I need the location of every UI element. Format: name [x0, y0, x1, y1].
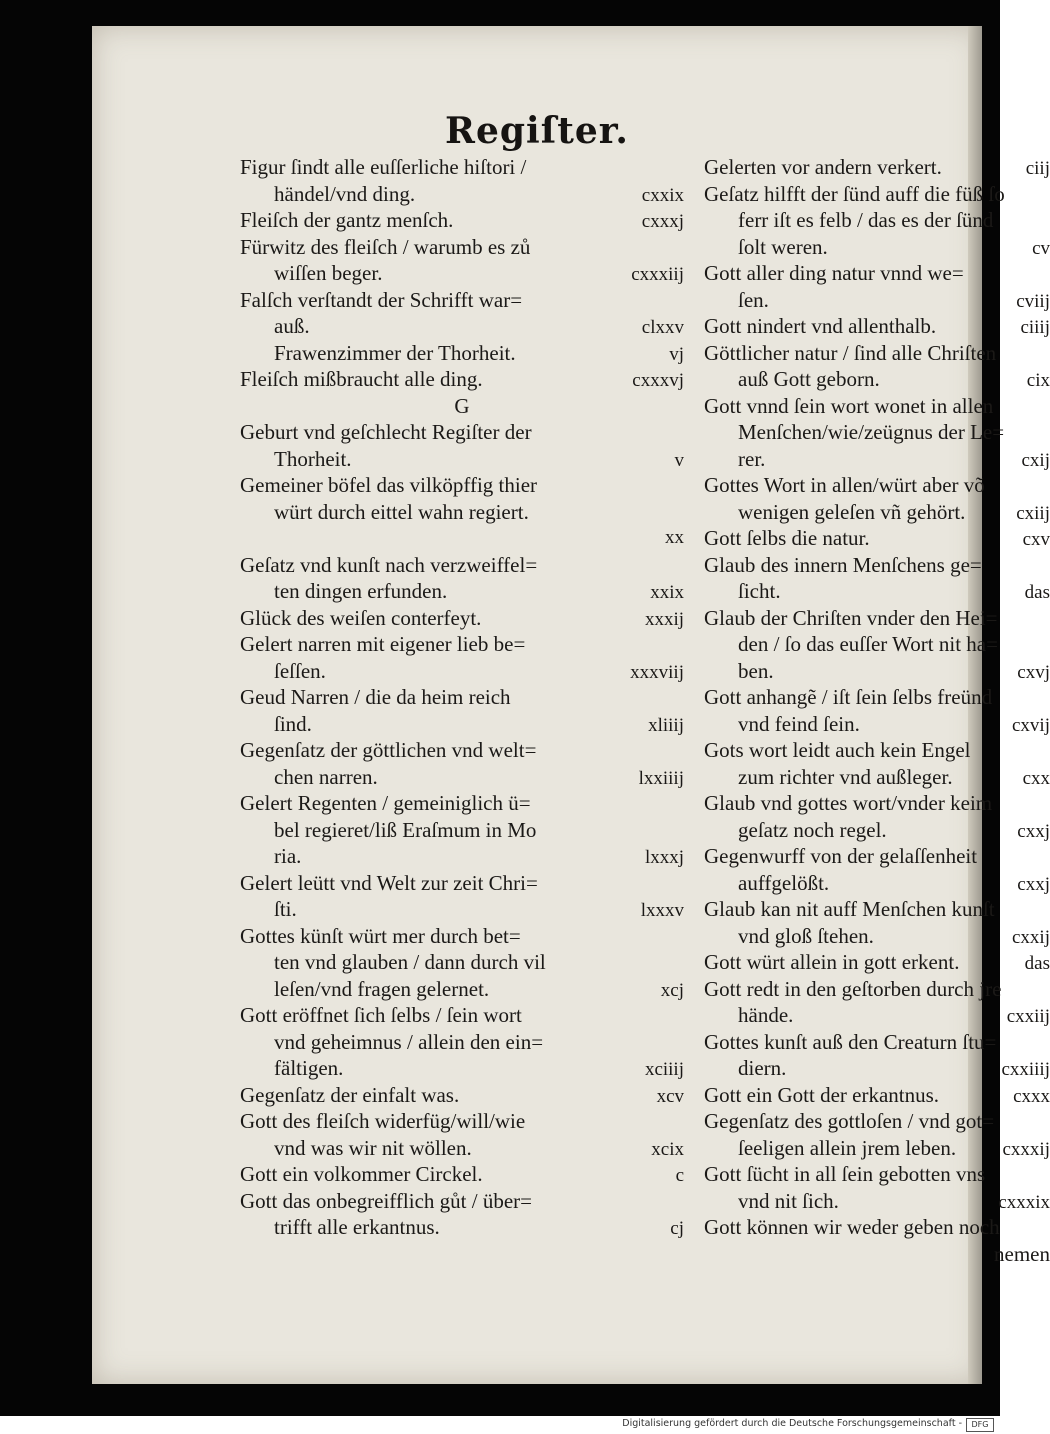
entry-text: Gottes künſt würt mer durch bet= — [240, 923, 521, 948]
entry-text: Gelert Regenten / gemeiniglich ü= — [240, 791, 531, 815]
entry-text: ſen. — [738, 287, 769, 312]
register-entry — [240, 234, 684, 261]
register-entry — [240, 658, 684, 685]
entry-text: auffgelößt. — [738, 870, 830, 895]
entry-text: Gelerten vor andern verkert. — [704, 155, 942, 179]
register-entry — [704, 499, 1050, 526]
entry-text: Gott redt in den geſtorben durch jre — [704, 976, 1002, 1001]
register-entry — [240, 1188, 684, 1215]
register-entry — [240, 1135, 684, 1162]
entry-text: Thorheit. — [274, 446, 352, 471]
register-entry — [704, 287, 1050, 314]
entry-page-number: cix — [1026, 370, 1050, 391]
register-entry — [240, 499, 684, 526]
entry-text: hände. — [738, 1003, 794, 1027]
register-entry — [704, 366, 1050, 393]
register-entry — [704, 949, 1050, 976]
entry-text: trifft alle erkantnus. — [274, 1215, 440, 1239]
entry-text: Gott ſücht in all ſein gebotten vns — [704, 1162, 986, 1186]
register-entry — [704, 578, 1050, 605]
register-entry — [240, 764, 684, 791]
entry-text: diern. — [738, 1056, 787, 1080]
entry-text: Glaub vnd gottes wort/vnder keim — [704, 791, 993, 815]
register-entry — [240, 1082, 684, 1109]
footer-bar — [0, 1416, 1000, 1434]
register-entry — [704, 1108, 1050, 1135]
entry-page-number: cxij — [1021, 449, 1050, 471]
entry-text: Gott würt allein in gott erkent. — [704, 950, 960, 974]
entry-text: ſeeligen allein jrem leben. — [738, 1135, 957, 1160]
entry-page-number: cxiij — [1016, 502, 1050, 524]
entry-page-number: cxxj — [1017, 820, 1050, 842]
entry-page-number: cxxxj — [641, 211, 684, 232]
register-entry — [704, 419, 1050, 446]
entry-text: würt durch eittel wahn regiert. — [274, 499, 529, 524]
entry-text: zum richter vnd außleger. — [738, 764, 953, 789]
entry-text: Figur ſindt alle euſſerliche hiſtori / — [240, 155, 527, 179]
register-entry — [704, 340, 1050, 367]
register-column-right — [704, 154, 1050, 1267]
register-column-left — [240, 154, 684, 1241]
register-entry — [240, 1161, 684, 1188]
entry-text: Gelert narren mit eigener lieb be= — [240, 632, 526, 656]
register-entry — [240, 737, 684, 764]
register-entry — [240, 393, 684, 420]
entry-text: Geſatz hilfft der ſünd auff die füß ſo — [704, 181, 1005, 206]
register-entry — [240, 843, 684, 870]
entry-text: Gott des fleiſch widerfüg/will/wie — [240, 1109, 526, 1133]
register-entry — [240, 366, 684, 393]
register-entry — [240, 154, 684, 181]
entry-text: Falſch verſtandt der Schrifft war= — [240, 287, 523, 312]
register-entry — [240, 1214, 684, 1241]
entry-page-number: xxix — [650, 582, 684, 603]
entry-page-number: xliiij — [648, 714, 684, 736]
register-entry — [240, 313, 684, 340]
dfg-logo: DFG — [966, 1418, 994, 1432]
register-entry — [240, 181, 684, 208]
entry-text: ſind. — [274, 711, 312, 736]
entry-text: Gott aller ding natur vnnd we= — [704, 261, 964, 285]
register-entry — [704, 817, 1050, 844]
entry-text: Gegenſatz des gottloſen / vnd got= — [704, 1109, 995, 1133]
entry-text: Fleiſch mißbraucht alle ding. — [240, 367, 483, 391]
register-entry — [240, 790, 684, 817]
entry-text: Gottes Wort in allen/würt aber võ — [704, 473, 985, 497]
register-entry — [704, 207, 1050, 234]
entry-page-number: lxxxj — [644, 847, 684, 868]
register-entry — [704, 711, 1050, 738]
entry-text: Gegenwurff von der gelaſſenheit — [704, 844, 978, 868]
register-entry — [704, 260, 1050, 287]
register-entry — [704, 552, 1050, 579]
entry-page-number: cxxj — [1017, 873, 1050, 895]
entry-page-number: cxvij — [1012, 714, 1050, 736]
register-entry — [240, 870, 684, 897]
register-entry — [704, 631, 1050, 658]
entry-page-number: cv — [1032, 237, 1050, 259]
register-entry — [704, 525, 1050, 552]
entry-text: Gemeiner böfel das vilköpffig thier — [240, 473, 538, 497]
register-entry — [240, 817, 684, 844]
entry-page-number: ciiij — [1020, 317, 1050, 338]
register-entry — [704, 1161, 1050, 1188]
entry-text: Frawenzimmer der Thorheit. — [274, 340, 516, 365]
entry-text: ten vnd glauben / dann durch vil — [274, 950, 546, 974]
register-entry — [704, 605, 1050, 632]
entry-text: wenigen geleſen vñ gehört. — [738, 499, 966, 524]
register-entry — [240, 472, 684, 499]
entry-page-number: xcix — [651, 1138, 684, 1160]
entry-text: ſti. — [274, 897, 297, 921]
register-entry — [240, 1002, 684, 1029]
entry-text: Gott ein volkommer Circkel. — [240, 1162, 483, 1186]
entry-text: Gott vnnd ſein wort wonet in allen — [704, 393, 994, 418]
register-entry — [704, 181, 1050, 208]
entry-text: vnd geheimnus / allein den ein= — [274, 1029, 544, 1054]
entry-text: chen narren. — [274, 764, 378, 789]
entry-text: Gott nindert vnd allenthalb. — [704, 314, 937, 338]
entry-text: ſicht. — [738, 579, 781, 603]
entry-text: auß Gott geborn. — [738, 367, 880, 391]
section-letter: G — [454, 393, 470, 418]
entry-page-number: xciiij — [644, 1059, 684, 1080]
book-page — [92, 26, 1050, 1384]
entry-text: leſen/vnd fragen gelernet. — [274, 976, 490, 1001]
register-entry — [240, 1029, 684, 1056]
entry-page-number: cxxiiij — [1001, 1059, 1050, 1080]
entry-text: Gots wort leidt auch kein Engel — [704, 738, 971, 762]
entry-text: Menſchen/wie/zeügnus der Le= — [738, 420, 1005, 444]
register-entry — [704, 923, 1050, 950]
register-entry — [240, 711, 684, 738]
entry-page-number: cxvj — [1017, 661, 1050, 683]
register-entry — [704, 472, 1050, 499]
entry-text: Gott das onbegreifflich gůt / über= — [240, 1188, 532, 1213]
register-entry — [240, 923, 684, 950]
entry-text: wiſſen beger. — [274, 261, 383, 285]
register-entry — [704, 313, 1050, 340]
register-entry — [240, 525, 684, 552]
entry-text: bel regieret/liß Eraſmum in Mo — [274, 817, 537, 842]
register-entry — [240, 419, 684, 446]
entry-page-number: cxxxiij — [631, 264, 684, 285]
entry-page-number: cxxx — [1013, 1085, 1050, 1107]
entry-page-number: cxxix — [641, 184, 684, 206]
entry-text: Gegenſatz der einfalt was. — [240, 1082, 460, 1107]
register-entry — [704, 393, 1050, 420]
register-entry — [240, 605, 684, 632]
entry-text: Gott anhangẽ / iſt ſein ſelbs freünd — [704, 685, 993, 709]
entry-text: fältigen. — [274, 1056, 344, 1080]
entry-text: vnd gloß ſtehen. — [738, 923, 874, 948]
page-title: Regiſter. — [445, 110, 629, 152]
register-entry — [704, 1002, 1050, 1029]
entry-text: ferr iſt es felb / das es der ſünd — [738, 208, 994, 232]
entry-text: ria. — [274, 844, 302, 868]
entry-text: auß. — [274, 314, 310, 338]
entry-text: vnd feind ſein. — [738, 711, 860, 736]
entry-page-number: cxxxvj — [632, 370, 684, 391]
entry-text: Gott ſelbs die natur. — [704, 526, 870, 550]
entry-page-number: cxxiij — [1006, 1006, 1050, 1027]
register-entry — [240, 1108, 684, 1135]
entry-text: händel/vnd ding. — [274, 181, 416, 206]
credit-text: Digitalisierung gefördert durch die Deutsche Forschungsgemeinschaft - — [622, 1418, 962, 1429]
entry-page-number: xxxij — [644, 608, 684, 630]
entry-text: Geud Narren / die da heim reich — [240, 685, 511, 709]
entry-text: ſeſſen. — [274, 658, 326, 683]
entry-text: geſatz noch regel. — [738, 817, 887, 842]
register-entry — [240, 340, 684, 367]
entry-page-number: das — [1024, 953, 1050, 974]
entry-text: vnd nit ſich. — [738, 1188, 839, 1213]
entry-page-number: lxxxv — [640, 900, 684, 921]
entry-page-number: clxxv — [641, 317, 684, 338]
entry-text: nemen — [994, 1241, 1050, 1266]
entry-text: Göttlicher natur / ſind alle Chriſten — [704, 340, 997, 365]
entry-page-number: ciij — [1025, 158, 1050, 179]
entry-text: Gottes kunſt auß den Creaturn ſtu= — [704, 1029, 997, 1054]
register-entry — [240, 684, 684, 711]
register-entry — [704, 658, 1050, 685]
register-entry — [240, 552, 684, 579]
register-entry — [240, 976, 684, 1003]
entry-text: Geſatz vnd kunſt nach verzweiffel= — [240, 552, 538, 577]
register-entry — [704, 976, 1050, 1003]
register-entry — [240, 578, 684, 605]
register-entry — [704, 870, 1050, 897]
register-entry — [704, 764, 1050, 791]
register-entry — [704, 446, 1050, 473]
entry-text: Gott ein Gott der erkantnus. — [704, 1082, 940, 1107]
entry-text: Gott können wir weder geben noch — [704, 1215, 1000, 1239]
entry-text: rer. — [738, 446, 766, 471]
entry-text: Fürwitz des fleiſch / warumb es zů — [240, 234, 531, 259]
entry-page-number: lxxiiij — [638, 767, 684, 789]
register-entry — [240, 896, 684, 923]
register-entry — [704, 843, 1050, 870]
entry-page-number: c — [675, 1165, 684, 1186]
register-entry — [240, 207, 684, 234]
entry-text: Glaub des innern Menſchens ge= — [704, 552, 982, 577]
register-entry — [240, 949, 684, 976]
register-entry — [704, 1188, 1050, 1215]
entry-page-number: v — [674, 449, 684, 471]
entry-page-number: xcj — [660, 979, 684, 1001]
entry-text: ben. — [738, 658, 774, 683]
entry-text: den / ſo das euſſer Wort nit ha= — [738, 632, 998, 656]
entry-text: Gott eröffnet ſich ſelbs / ſein wort — [240, 1003, 522, 1027]
entry-page-number: cj — [670, 1218, 684, 1239]
register-entry — [240, 446, 684, 473]
entry-page-number: cxxij — [1012, 926, 1050, 948]
register-entry — [240, 260, 684, 287]
register-entry — [704, 684, 1050, 711]
register-entry — [240, 1055, 684, 1082]
register-entry — [704, 1082, 1050, 1109]
register-entry — [704, 1029, 1050, 1056]
entry-text: Gelert leütt vnd Welt zur zeit Chri= — [240, 870, 538, 895]
entry-text: Gegenſatz der göttlichen vnd welt= — [240, 738, 537, 762]
register-entry — [704, 896, 1050, 923]
register-entry — [704, 1055, 1050, 1082]
entry-page-number: das — [1024, 582, 1050, 603]
entry-text: Glaub kan nit auff Menſchen kunſt — [704, 897, 995, 921]
entry-page-number: cxx — [1022, 767, 1050, 789]
entry-text: Geburt vnd geſchlecht Regiſter der — [240, 420, 532, 444]
register-entry — [704, 737, 1050, 764]
entry-text: Glaub der Chriſten vnder den Hei= — [704, 605, 998, 630]
register-entry — [240, 287, 684, 314]
register-entry — [240, 631, 684, 658]
entry-page-number: cxxxix — [998, 1191, 1050, 1213]
register-entry — [704, 154, 1050, 181]
entry-page-number: cviij — [1016, 290, 1050, 312]
entry-page-number: cxxxij — [1002, 1138, 1050, 1160]
register-entry — [704, 1214, 1050, 1241]
register-entry — [704, 234, 1050, 261]
entry-page-number: xcv — [656, 1085, 684, 1107]
entry-text: Glück des weiſen conterfeyt. — [240, 605, 482, 630]
entry-text: Fleiſch der gantz menſch. — [240, 208, 454, 232]
entry-page-number: xxxviij — [630, 661, 684, 683]
entry-text: vnd was wir nit wöllen. — [274, 1135, 472, 1160]
entry-page-number: xx — [665, 527, 684, 548]
entry-page-number: cxv — [1022, 529, 1050, 550]
register-entry — [704, 790, 1050, 817]
register-entry — [704, 1241, 1050, 1268]
register-entry — [704, 1135, 1050, 1162]
entry-text: ſolt weren. — [738, 234, 828, 259]
entry-text: ten dingen erfunden. — [274, 579, 448, 603]
entry-page-number: vj — [669, 343, 684, 365]
